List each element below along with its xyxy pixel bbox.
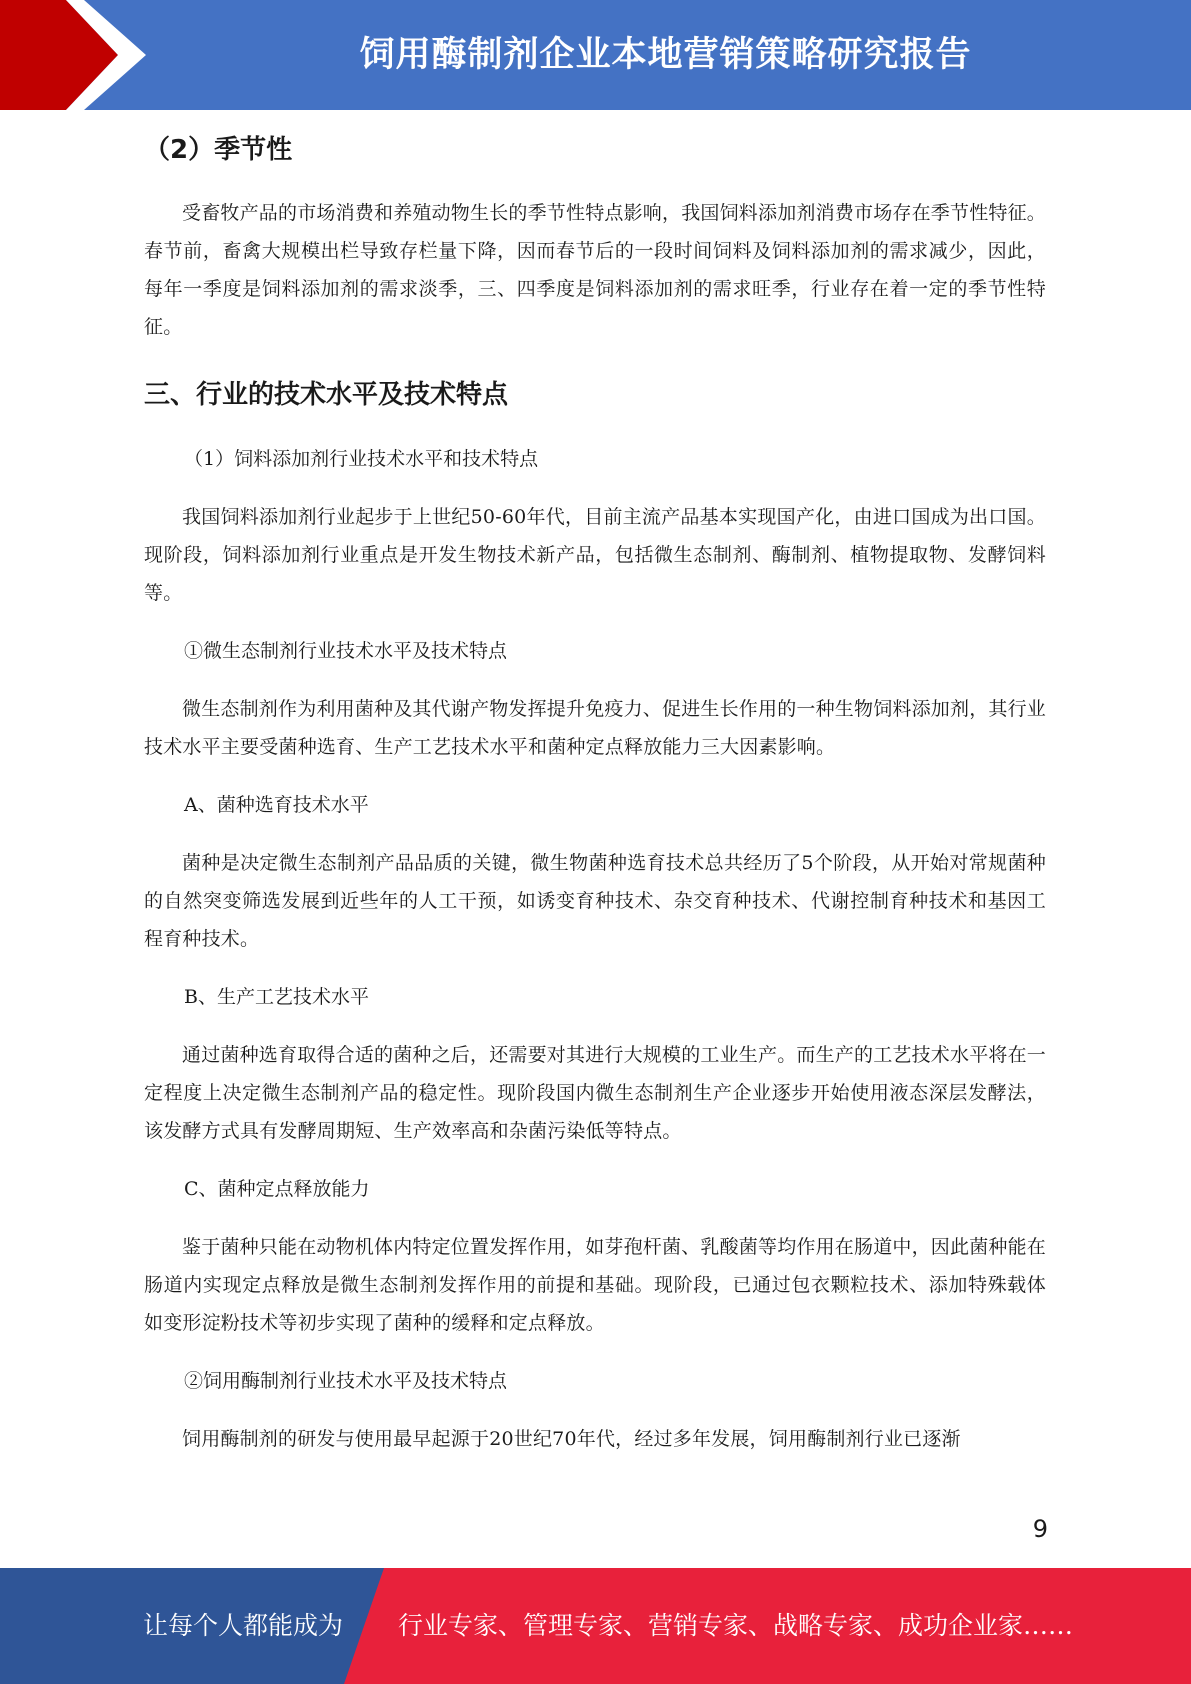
targeted-release-heading: C、菌种定点释放能力: [184, 1178, 370, 1200]
seasonality-paragraph: 受畜牧产品的市场消费和养殖动物生长的季节性特点影响，我国饲料添加剂消费市场存在季节性特征。春节前，畜禽大规模出栏导致存栏量下降，因而春节后的一段时间饲料及饲料添加剂的需求减少，因此，每年一季度是饲料添加剂的需求淡季，三、四季度是饲料添加剂的需求旺季，行业存在着一定的季节性特征。: [144, 202, 1047, 338]
production-process-paragraph: 通过菌种选育取得合适的菌种之后，还需要对其进行大规模的工业生产。而生产的工艺技术水平将在一定程度上决定微生态制剂产品的稳定性。现阶段国内微生态制剂生产企业逐步开始使用液态深层发酵法，该发酵方式具有发酵周期短、生产效率高和杂菌污染低等特点。: [144, 1044, 1047, 1142]
enzyme-heading: ②饲用酶制剂行业技术水平及技术特点: [184, 1370, 508, 1392]
section-3-heading: 三、行业的技术水平及技术特点: [144, 380, 509, 410]
header-chevron-icon: [0, 0, 160, 110]
probiotics-heading: ①微生态制剂行业技术水平及技术特点: [184, 640, 508, 662]
footer-slogan-right: 行业专家、管理专家、营销专家、战略专家、成功企业家……: [398, 1611, 1074, 1640]
page-footer: [0, 1568, 1191, 1684]
enzyme-paragraph: 饲用酶制剂的研发与使用最早起源于20世纪70年代，经过多年发展，饲用酶制剂行业已逐渐: [182, 1428, 961, 1450]
production-process-heading: B、生产工艺技术水平: [184, 986, 369, 1008]
probiotics-paragraph: 微生态制剂作为利用菌种及其代谢产物发挥提升免疫力、促进生长作用的一种生物饲料添加剂，其行业技术水平主要受菌种选育、生产工艺技术水平和菌种定点释放能力三大因素影响。: [144, 698, 1047, 758]
targeted-release-paragraph: 鉴于菌种只能在动物机体内特定位置发挥作用，如芽孢杆菌、乳酸菌等均作用在肠道中，因此菌种能在肠道内实现定点释放是微生态制剂发挥作用的前提和基础。现阶段，已通过包衣颗粒技术、添加特殊载体如变形淀粉技术等初步实现了菌种的缓释和定点释放。: [144, 1236, 1047, 1334]
page-header: [0, 0, 1191, 110]
strain-selection-paragraph: 菌种是决定微生态制剂产品品质的关键，微生物菌种选育技术总共经历了5个阶段，从开始对常规菌种的自然突变筛选发展到近些年的人工干预，如诱变育种技术、杂交育种技术、代谢控制育种技术和基因工程育种技术。: [144, 852, 1046, 950]
main-content: [144, 126, 1046, 1458]
report-title: 饲用酶制剂企业本地营销策略研究报告: [359, 35, 972, 75]
seasonality-heading: （2）季节性: [144, 135, 293, 165]
footer-slogan-left: 让每个人都能成为: [143, 1611, 344, 1640]
strain-selection-heading: A、菌种选育技术水平: [184, 794, 369, 816]
subsection-1-paragraph: 我国饲料添加剂行业起步于上世纪50-60年代，目前主流产品基本实现国产化，由进口国成为出口国。现阶段，饲料添加剂行业重点是开发生物技术新产品，包括微生态制剂、酶制剂、植物提取物、发酵饲料等。: [144, 506, 1046, 604]
page-number: 9: [1032, 1515, 1048, 1543]
subsection-1-heading: （1）饲料添加剂行业技术水平和技术特点: [184, 448, 539, 470]
